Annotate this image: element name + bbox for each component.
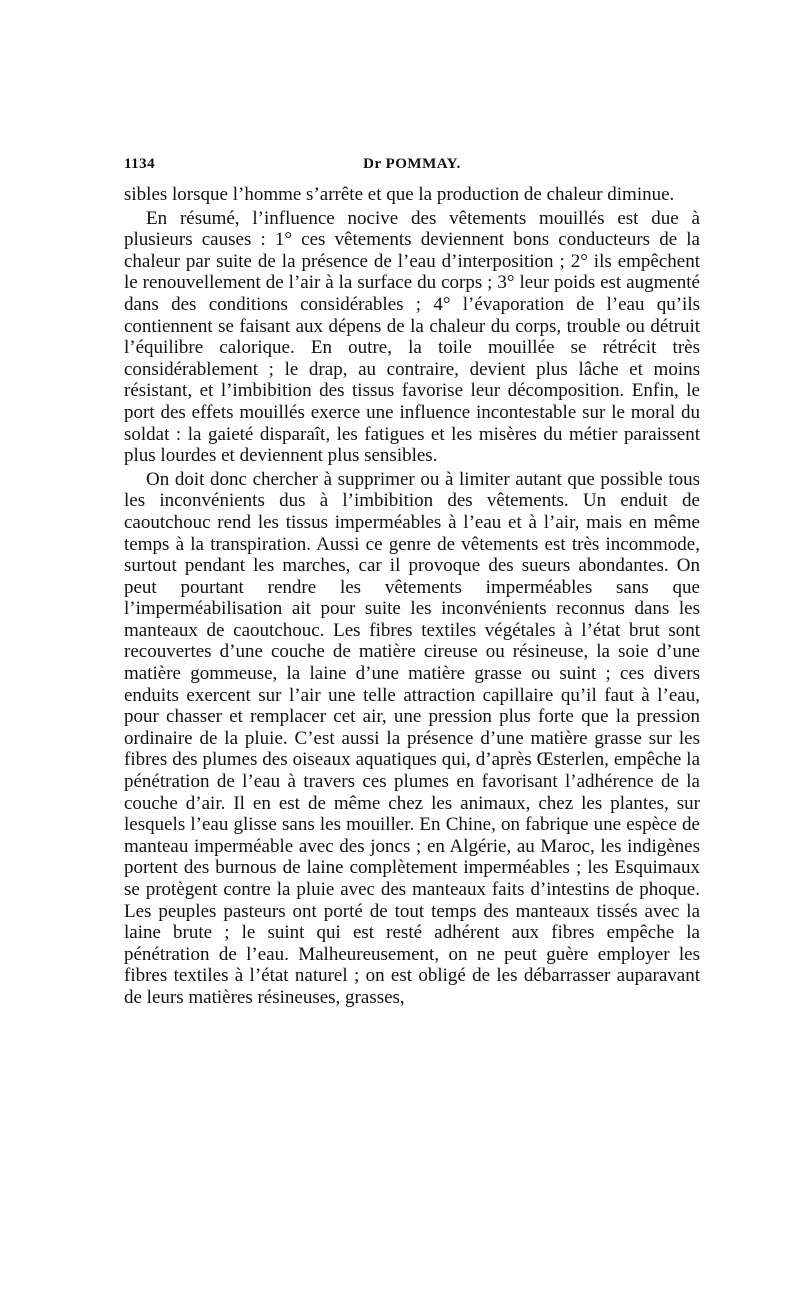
book-page [124,152,700,1009]
running-header [124,152,700,184]
running-title: Dr POMMAY. [363,156,461,172]
paragraph-summary: En résumé, l’influence nocive des vêtements mouillés est due à plusieurs causes : 1° ces vêtements deviennent bons conducteurs de la chaleur par suite de la présence de l’eau d’interposition ; 2° ils empêchent le renouvellement de l’air à la surface du corps ; 3° leur poids est augmenté dans des conditions considérables ; 4° l’évaporation de l’eau qu’ils contiennent se faisant aux dépens de la chaleur du corps, trouble ou détruit l’équilibre calorique. En outre, la toile mouillée se rétrécit très considérablement ; le drap, au contraire, devient plus lâche et moins résistant, et l’imbibition des tissus favorise leur décomposition. Enfin, le port des effets mouillés exerce une influence incontestable sur le moral du soldat : la gaieté disparaît, les fatigues et les misères du métier paraissent plus lourdes et deviennent plus sensibles. [124,207,700,467]
paragraph-continuation: sibles lorsque l’homme s’arrête et que la production de chaleur diminue. [124,184,675,205]
page-number: 1134 [124,156,156,172]
paragraph-impermeability: On doit donc chercher à supprimer ou à limiter autant que possible tous les inconvénients dus à l’imbibition des vêtements. Un enduit de caoutchouc rend les tissus imperméables à l’eau et à l’air, mais en même temps à la transpiration. Aussi ce genre de vêtements est très incommode, surtout pendant les marches, car il provoque des sueurs abondantes. On peut pourtant rendre les vêtements imperméables sans que l’imperméabilisation ait pour suite les inconvénients reconnus dans les manteaux de caoutchouc. Les fibres textiles végétales à l’état brut sont recouvertes d’une couche de matière cireuse ou résineuse, la soie d’une matière gommeuse, la laine d’une matière grasse ou suint ; ces divers enduits exercent sur l’air une telle attraction capillaire qu’il faut à l’eau, pour chasser et remplacer cet air, une pression plus forte que la pression ordinaire de la pluie. C’est aussi la présence d’une matière grasse sur les fibres des plumes des oiseaux aquatiques qui, d’après Œsterlen, empêche la pénétration de l’eau à travers ces plumes en favorisant l’adhérence de la couche d’air. Il en est de même chez les animaux, chez les plantes, sur lesquels l’eau glisse sans les mouiller. En Chine, on fabrique une espèce de manteau imperméable avec des joncs ; en Algérie, au Maroc, les indigènes portent des burnous de laine complètement imperméables ; les Esquimaux se protègent contre la pluie avec des manteaux faits d’intestins de phoque. Les peuples pasteurs ont porté de tout temps des manteaux tissés avec la laine brute ; le suint qui est resté adhérent aux fibres empêche la pénétration de l’eau. Malheureusement, on ne peut guère employer les fibres textiles à l’état naturel ; on est obligé de les débarrasser auparavant de leurs matières résineuses, grasses, [124,468,700,1008]
